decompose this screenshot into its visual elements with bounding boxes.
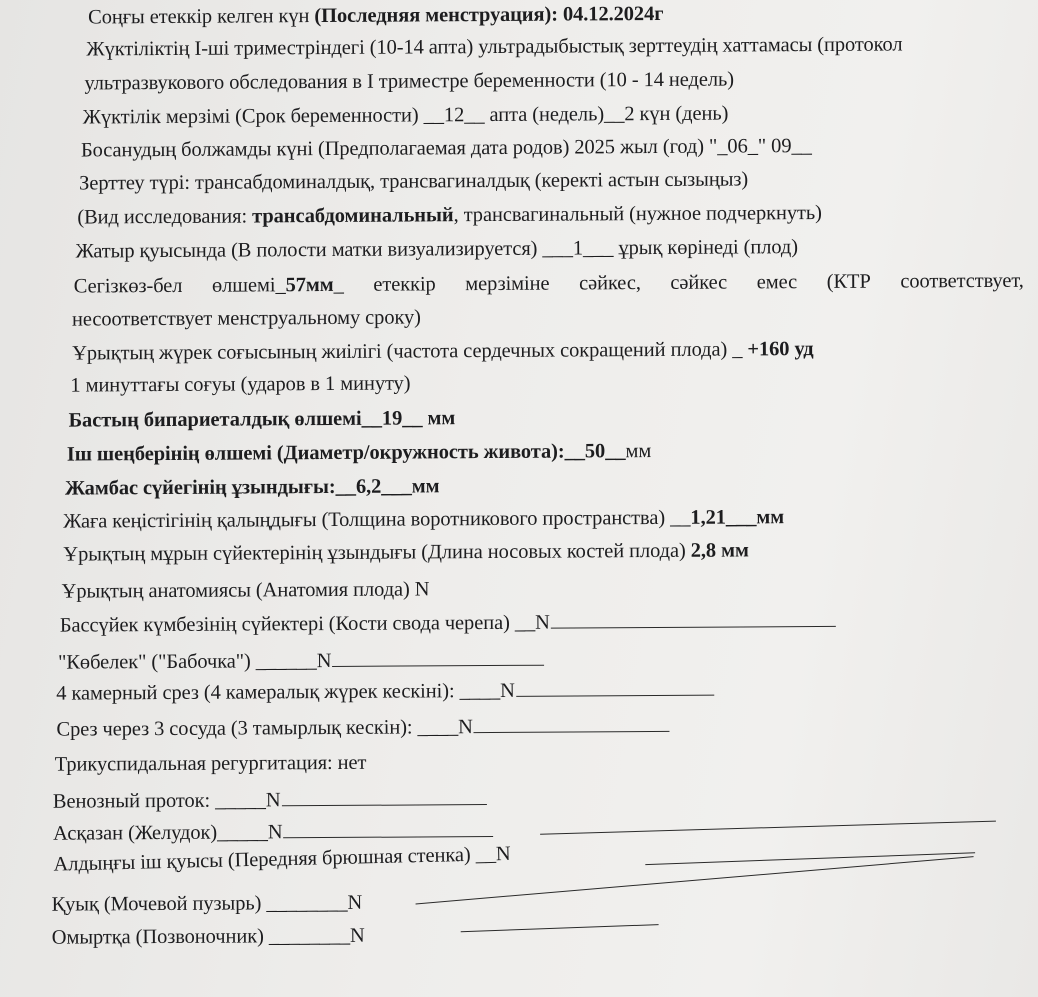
- text: Венозный проток: _____N: [52, 789, 281, 813]
- fill-rule: [461, 924, 659, 932]
- tricuspid-line: [55, 751, 367, 777]
- ductus-venosus-line: [53, 787, 487, 814]
- due-date-line: [81, 134, 812, 162]
- last-menstruation-value: (Последняя менструация): 04.12.2024г: [314, 2, 664, 28]
- text: несоответствует менструальному сроку): [71, 306, 421, 331]
- anatomy-line: [62, 577, 430, 603]
- text: "Көбелек" ("Бабочка") ______N: [57, 649, 332, 674]
- nuchal-translucency-line: [63, 505, 784, 533]
- text: Ұрықтың жүрек соғысының жиілігі (частота сердечных сокращений плода) _: [72, 338, 748, 365]
- fetus-count-line: [75, 235, 798, 263]
- skull-bones-line: [60, 609, 836, 638]
- fill-rule: [332, 664, 544, 667]
- abdominal-wall-line: [53, 842, 511, 877]
- four-chamber-line: [56, 678, 714, 706]
- text: Босанудың болжамды күні (Предполагаемая дата родов) 2025 жыл (год) "_06_" 09__: [80, 135, 812, 162]
- bpd-line: [68, 406, 455, 432]
- protocol-title-line-1: [86, 32, 902, 61]
- crl-line-2: [72, 305, 421, 331]
- butterfly-line: [58, 648, 544, 675]
- spine-line: [52, 924, 365, 950]
- text: Соңғы етеккір келген күн: [88, 5, 315, 29]
- text: Жаға кеңістігінің қалыңдығы (Толщина воротникового пространства) __: [63, 506, 691, 533]
- bladder-line: [51, 891, 362, 917]
- text: Бассүйек күмбезінің сүйектері (Кости свода черепа) __N: [59, 611, 550, 637]
- text: Іш шеңберінің өлшемі (Диаметр/окружность живота):__50__: [66, 440, 626, 466]
- text: Зерттеу түрі: трансабдоминалдық, трансвагиналдық (керекті астын сызыңыз): [79, 168, 749, 195]
- text: Асқазан (Желудок)_____N: [53, 821, 283, 845]
- text: Трикуспидальная регургитация: нет: [54, 751, 367, 776]
- text: 4 камерный срез (4 камералық жүрек кескіні): ____N: [56, 679, 515, 705]
- text: , трансвагинальный (нужное подчеркнуть): [453, 201, 822, 227]
- text: (Вид исследования:: [77, 205, 253, 229]
- gestational-age-line: [83, 102, 729, 130]
- fill-rule: [282, 803, 487, 806]
- text: Жүктіліктің І-ші триместріндегі (10-14 апта) ультрадыбыстық зерттеудің хаттамасы (протокол: [86, 33, 903, 61]
- nasal-bone-value: 2,8 мм: [690, 539, 749, 562]
- text: _ етеккір мерзіміне сәйкес, сәйкес емес (КТР соответствует,: [333, 269, 1024, 296]
- fill-rule: [551, 625, 836, 629]
- heart-rate-value: +160 уд: [747, 338, 814, 361]
- fill-rule: [284, 835, 494, 838]
- text: 1 минуттағы соғуы (ударов в 1 минуту): [70, 372, 411, 397]
- text: Ұрықтың мұрын сүйектерінің ұзындығы (Длина носовых костей плода): [63, 539, 691, 566]
- text: Жатыр қуысында (В полости матки визуализируется) ___1___ ұрық көрінеді (плод): [75, 236, 799, 263]
- heart-rate-line-2: [70, 372, 410, 398]
- protocol-title-line-2: [84, 68, 734, 96]
- text: Ұрықтың анатомиясы (Анатомия плода) N: [61, 578, 430, 603]
- text: Алдыңғы іш қуысы (Передняя брюшная стенка) __N: [53, 842, 511, 876]
- text: Бастың бипариеталдық өлшемі__19__ мм: [68, 407, 456, 432]
- text: мм: [625, 440, 652, 463]
- exam-type-ru-line: [77, 201, 822, 230]
- text: ультразвукового обследования в I триместре беременности (10 - 14 недель): [84, 68, 735, 95]
- fill-rule: [516, 694, 714, 697]
- last-menstruation-line: [88, 2, 663, 30]
- text: Жамбас сүйегінің ұзындығы:__6,2___мм: [64, 475, 440, 500]
- text: Жүктілік мерзімі (Срок беременности) __12__ апта (недель)__2 күн (день): [82, 102, 729, 129]
- nuchal-value: 1,21___мм: [690, 506, 785, 529]
- text: Срез через 3 сосуда (3 тамырлық кескін): ____N: [56, 716, 473, 741]
- selected-exam-type: трансабдоминальный: [251, 204, 454, 228]
- text: Омыртқа (Позвоночник) ________N: [51, 924, 365, 949]
- crl-value: 57мм: [285, 273, 334, 297]
- three-vessel-line: [56, 714, 670, 742]
- exam-type-kz-line: [79, 167, 748, 195]
- fill-rule: [474, 730, 670, 733]
- abdominal-circumference-line: [67, 439, 652, 467]
- text: Сегізкөз-бел өлшемі_: [73, 274, 286, 298]
- text: Қуық (Мочевой пузырь) ________N: [51, 891, 363, 916]
- stomach-line: [53, 819, 494, 846]
- heart-rate-line: [72, 337, 814, 366]
- crl-line: [74, 269, 1024, 299]
- fill-rule: [540, 821, 996, 835]
- nasal-bone-line: [63, 538, 749, 566]
- fill-rule: [645, 852, 975, 865]
- femur-length-line: [65, 474, 440, 500]
